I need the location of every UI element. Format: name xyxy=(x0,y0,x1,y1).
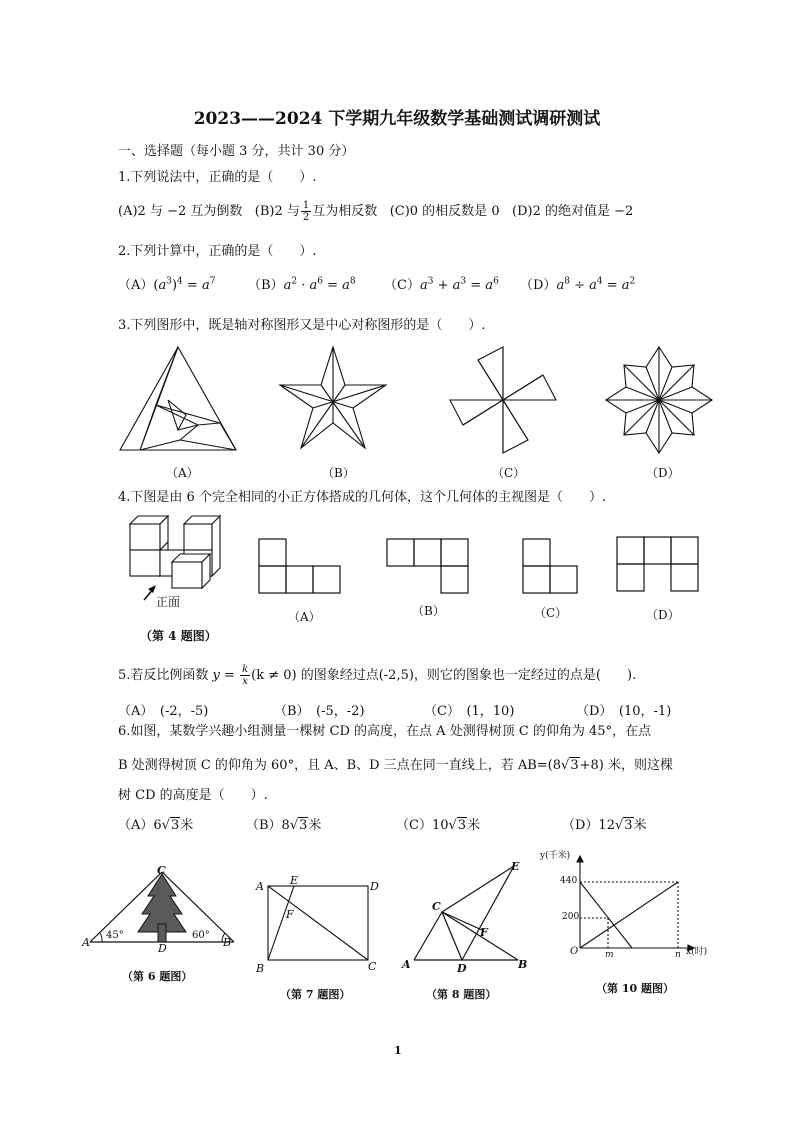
q1-option-d: (D)2 的绝对值是 −2 xyxy=(512,204,634,219)
q1-option-b-suffix: 互为相反数 xyxy=(312,204,378,219)
q4-label-b: （B） xyxy=(412,604,445,618)
q5-option-b: （B） (-5，-2) xyxy=(274,704,365,719)
q2-stem: 2.下列计算中，正确的是（ ）. xyxy=(118,244,317,259)
q2-option-a: $(A)(a^3)^4 = a^7$ xyxy=(118,276,216,293)
q4-label-a: （A） xyxy=(288,610,321,624)
q1-option-a: (A)2 与 −2 互为倒数 xyxy=(118,204,243,219)
fig7-label-e: E xyxy=(290,874,299,887)
q1-stem: 1.下列说法中，正确的是（ ）. xyxy=(118,170,317,185)
q6-line1: 6.如图，某数学兴趣小组测量一棵树 CD 的高度，在点 A 处测得树顶 C 的仰角为 45°，在点 xyxy=(118,724,652,739)
fig8-label-e: E xyxy=(511,860,520,873)
fig10-tick-n: n xyxy=(675,950,681,960)
fig10-graph xyxy=(560,852,700,962)
fig7-rectangle-diagram xyxy=(266,884,370,964)
fig6-angle-a: 45° xyxy=(106,930,124,941)
q4-label-d: （D） xyxy=(646,608,680,622)
q4-caption: （第 4 题图） xyxy=(140,629,217,643)
q1-options xyxy=(118,200,633,223)
q6-option-b: （B）8√3米 xyxy=(246,818,322,833)
q5-option-c: （C） (1，10) xyxy=(424,704,515,719)
fig7-label-d: D xyxy=(370,880,379,893)
q2-option-b: $(B)a^2 \cdot a^6 = a^8$ xyxy=(248,276,356,293)
fig6-label-b: B xyxy=(223,936,232,949)
q6-option-d: （D）12√3米 xyxy=(562,818,647,833)
q6-option-a: （A）6√3米 xyxy=(118,818,194,833)
fig10-tick-200: 200 xyxy=(562,912,580,922)
fig6-angle-b: 60° xyxy=(192,930,210,941)
q5-stem: 5.若反比例函数 y = $\frac{k}{x}$ (k ≠ 0) 的图象经过点(-2,5)，则它的图象也一定经过的点是( ). xyxy=(118,664,637,687)
fig8-label-f: F xyxy=(480,926,488,939)
fig8-geometry-diagram xyxy=(410,860,524,966)
fig7-label-c: C xyxy=(368,960,377,973)
page-number: 1 xyxy=(394,1044,402,1057)
q6-line2: B 处测得树顶 C 的仰角为 60°，且 A、B、D 三点在同一直线上，若 AB=(8√3+8) 米，则这棵 xyxy=(118,758,673,773)
q1-option-c: (C)0 的相反数是 0 xyxy=(389,204,500,219)
fig8-label-d: D xyxy=(457,962,467,975)
fig6-label-d: D xyxy=(158,942,167,955)
q3-label-d: （D） xyxy=(646,466,680,480)
fig10-tick-m: m xyxy=(605,950,614,960)
fig10-tick-440: 440 xyxy=(560,876,578,886)
q1-fraction: $\frac{1}{2}$ xyxy=(302,200,310,223)
tree-icon xyxy=(138,874,186,932)
fig10-origin: O xyxy=(570,946,579,957)
q1-option-b-prefix: (B)2 与 xyxy=(254,204,300,219)
fig7-caption: （第 7 题图） xyxy=(280,988,351,1001)
fig7-label-f: F xyxy=(286,908,294,921)
q6-option-c: （C）10√3米 xyxy=(396,818,481,833)
q4-option-d-figure xyxy=(616,536,700,592)
fig8-label-c: C xyxy=(432,900,441,913)
q4-label-c: （C） xyxy=(534,606,568,620)
q4-option-c-figure xyxy=(522,538,580,594)
fig10-y-axis-label: y(千米) xyxy=(540,851,571,861)
q3-label-a: （A） xyxy=(166,466,199,480)
q5-option-a: （A） (-2，-5) xyxy=(118,704,209,719)
q4-stem: 4.下图是由 6 个完全相同的小正方体搭成的几何体，这个几何体的主视图是（ ）. xyxy=(118,490,607,505)
q5-option-d: （D） (10，-1) xyxy=(576,704,672,719)
q2-option-c: $(C)a^3 + a^3 = a^6$ xyxy=(384,276,499,293)
q3-figure-d xyxy=(604,345,714,455)
page-title: 2023——2024 下学期九年级数学基础测试调研测试 xyxy=(193,109,601,129)
fig6-caption: （第 6 题图） xyxy=(122,970,193,983)
q3-stem: 3.下列图形中，既是轴对称图形又是中心对称图形的是（ ）. xyxy=(118,318,486,333)
q3-label-c: （C） xyxy=(492,466,526,480)
q4-front-label: 正面 xyxy=(156,595,181,609)
fig8-label-b: B xyxy=(518,958,528,971)
fig8-label-a: A xyxy=(402,958,411,971)
fig6-label-c: C xyxy=(157,864,166,877)
fig6-label-a: A xyxy=(82,936,90,949)
q2-option-d: $(D)a^8 \div a^4 = a^2$ xyxy=(520,276,636,293)
q4-option-b-figure xyxy=(386,538,470,594)
q3-figure-a xyxy=(118,345,238,455)
fig10-x-axis-label: x(时) xyxy=(686,947,708,957)
q6-line3: 树 CD 的高度是（ ）. xyxy=(118,788,268,803)
q3-label-b: （B） xyxy=(322,466,355,480)
q3-figure-c xyxy=(448,345,558,455)
fig8-caption: （第 8 题图） xyxy=(426,988,497,1001)
q4-option-a-figure xyxy=(258,538,342,594)
fig7-label-b: B xyxy=(256,962,265,975)
q3-figure-b xyxy=(278,345,388,455)
fig10-caption: （第 10 题图） xyxy=(596,982,674,995)
fig7-label-a: A xyxy=(256,880,264,893)
section-heading: 一、选择题（每小题 3 分，共计 30 分） xyxy=(118,144,355,159)
